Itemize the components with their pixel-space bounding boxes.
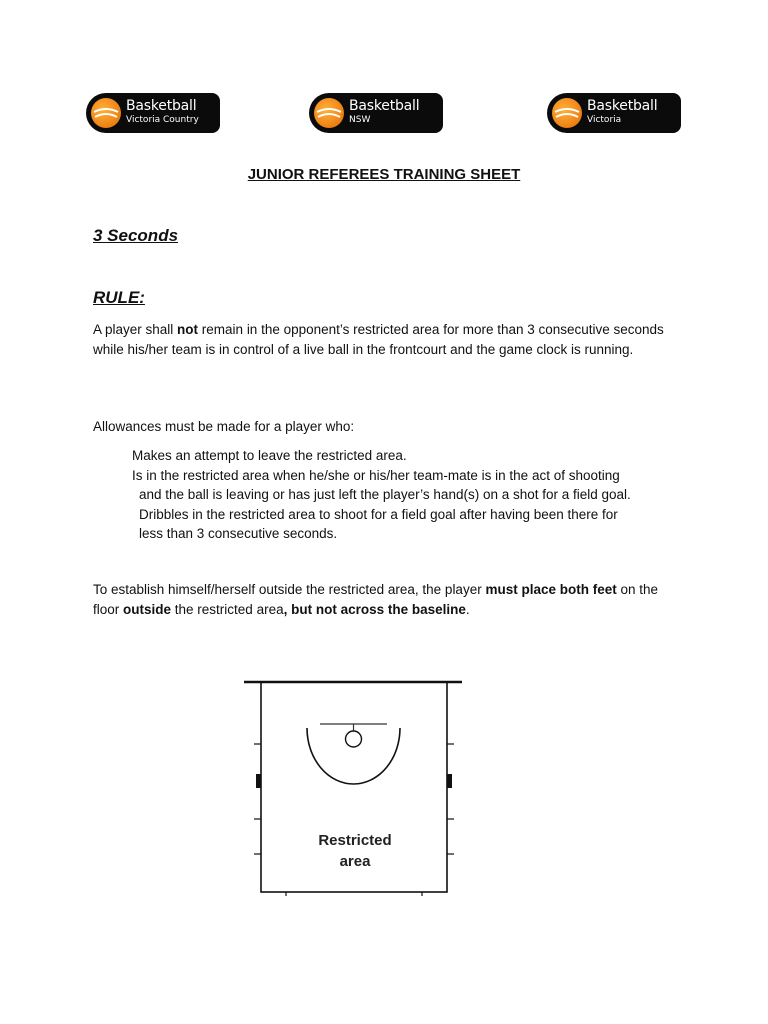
section-title: 3 Seconds: [93, 226, 179, 245]
logo-title: Basketball: [126, 98, 197, 114]
basketball-icon: [91, 98, 121, 128]
diagram-label-line-2: area: [339, 853, 371, 870]
logo-title: Basketball: [349, 98, 420, 114]
basketball-nsw-logo: [309, 93, 443, 133]
logo-subtitle: NSW: [349, 115, 371, 125]
bold-text-run: must place both feet: [485, 582, 617, 597]
bold-text-run: not: [177, 322, 199, 337]
rule-heading: RULE:: [93, 288, 145, 307]
allowance-item-2-line-1: Is in the restricted area when he/she or his/her team-mate is in the act of shooting: [132, 467, 620, 483]
allowance-item-1: Makes an attempt to leave the restricted area.: [132, 448, 407, 463]
basketball-victoria-country-logo: [86, 93, 220, 133]
allowance-item-3-line-2: less than 3 consecutive seconds.: [139, 526, 338, 541]
text-run: .: [465, 602, 470, 617]
document-title: JUNIOR REFEREES TRAINING SHEET: [247, 166, 521, 183]
text-run: A player shall: [93, 322, 178, 337]
logo-title: Basketball: [587, 98, 658, 114]
no-charge-semicircle: [307, 728, 400, 784]
logo-subtitle: Victoria: [587, 115, 622, 125]
logo-subtitle: Victoria Country: [126, 115, 199, 125]
basketball-victoria-logo: [547, 93, 681, 133]
basket-rim: [346, 731, 362, 747]
diagram-label-line-1: Restricted: [318, 832, 392, 849]
restricted-area-diagram: [240, 676, 466, 898]
basketball-icon: [314, 98, 344, 128]
allowances-list: [132, 446, 672, 544]
bold-text-run: , but not across the baseline: [283, 602, 466, 617]
basketball-icon: [552, 98, 582, 128]
bold-text-run: outside: [123, 602, 172, 617]
lane-block: [256, 774, 261, 788]
establish-paragraph: [93, 580, 683, 620]
text-run: remain in the opponent’s restricted area for more than 3 consecutive seconds while his/her team is in control of a live ball in the frontcourt and the game clock is running.: [93, 322, 664, 357]
rule-paragraph: [93, 320, 683, 360]
allowances-intro: Allowances must be made for a player who:: [93, 419, 355, 434]
allowance-item-3-line-1: Dribbles in the restricted area to shoot for a field goal after having been there for: [139, 506, 618, 522]
text-run: on the floor: [93, 582, 659, 617]
lane-block: [447, 774, 452, 788]
text-run: the restricted area: [171, 602, 284, 617]
allowance-item-2-line-2: and the ball is leaving or has just left the player’s hand(s) on a shot for a field goal.: [139, 487, 631, 502]
text-run: To establish himself/herself outside the restricted area, the player: [93, 582, 486, 597]
